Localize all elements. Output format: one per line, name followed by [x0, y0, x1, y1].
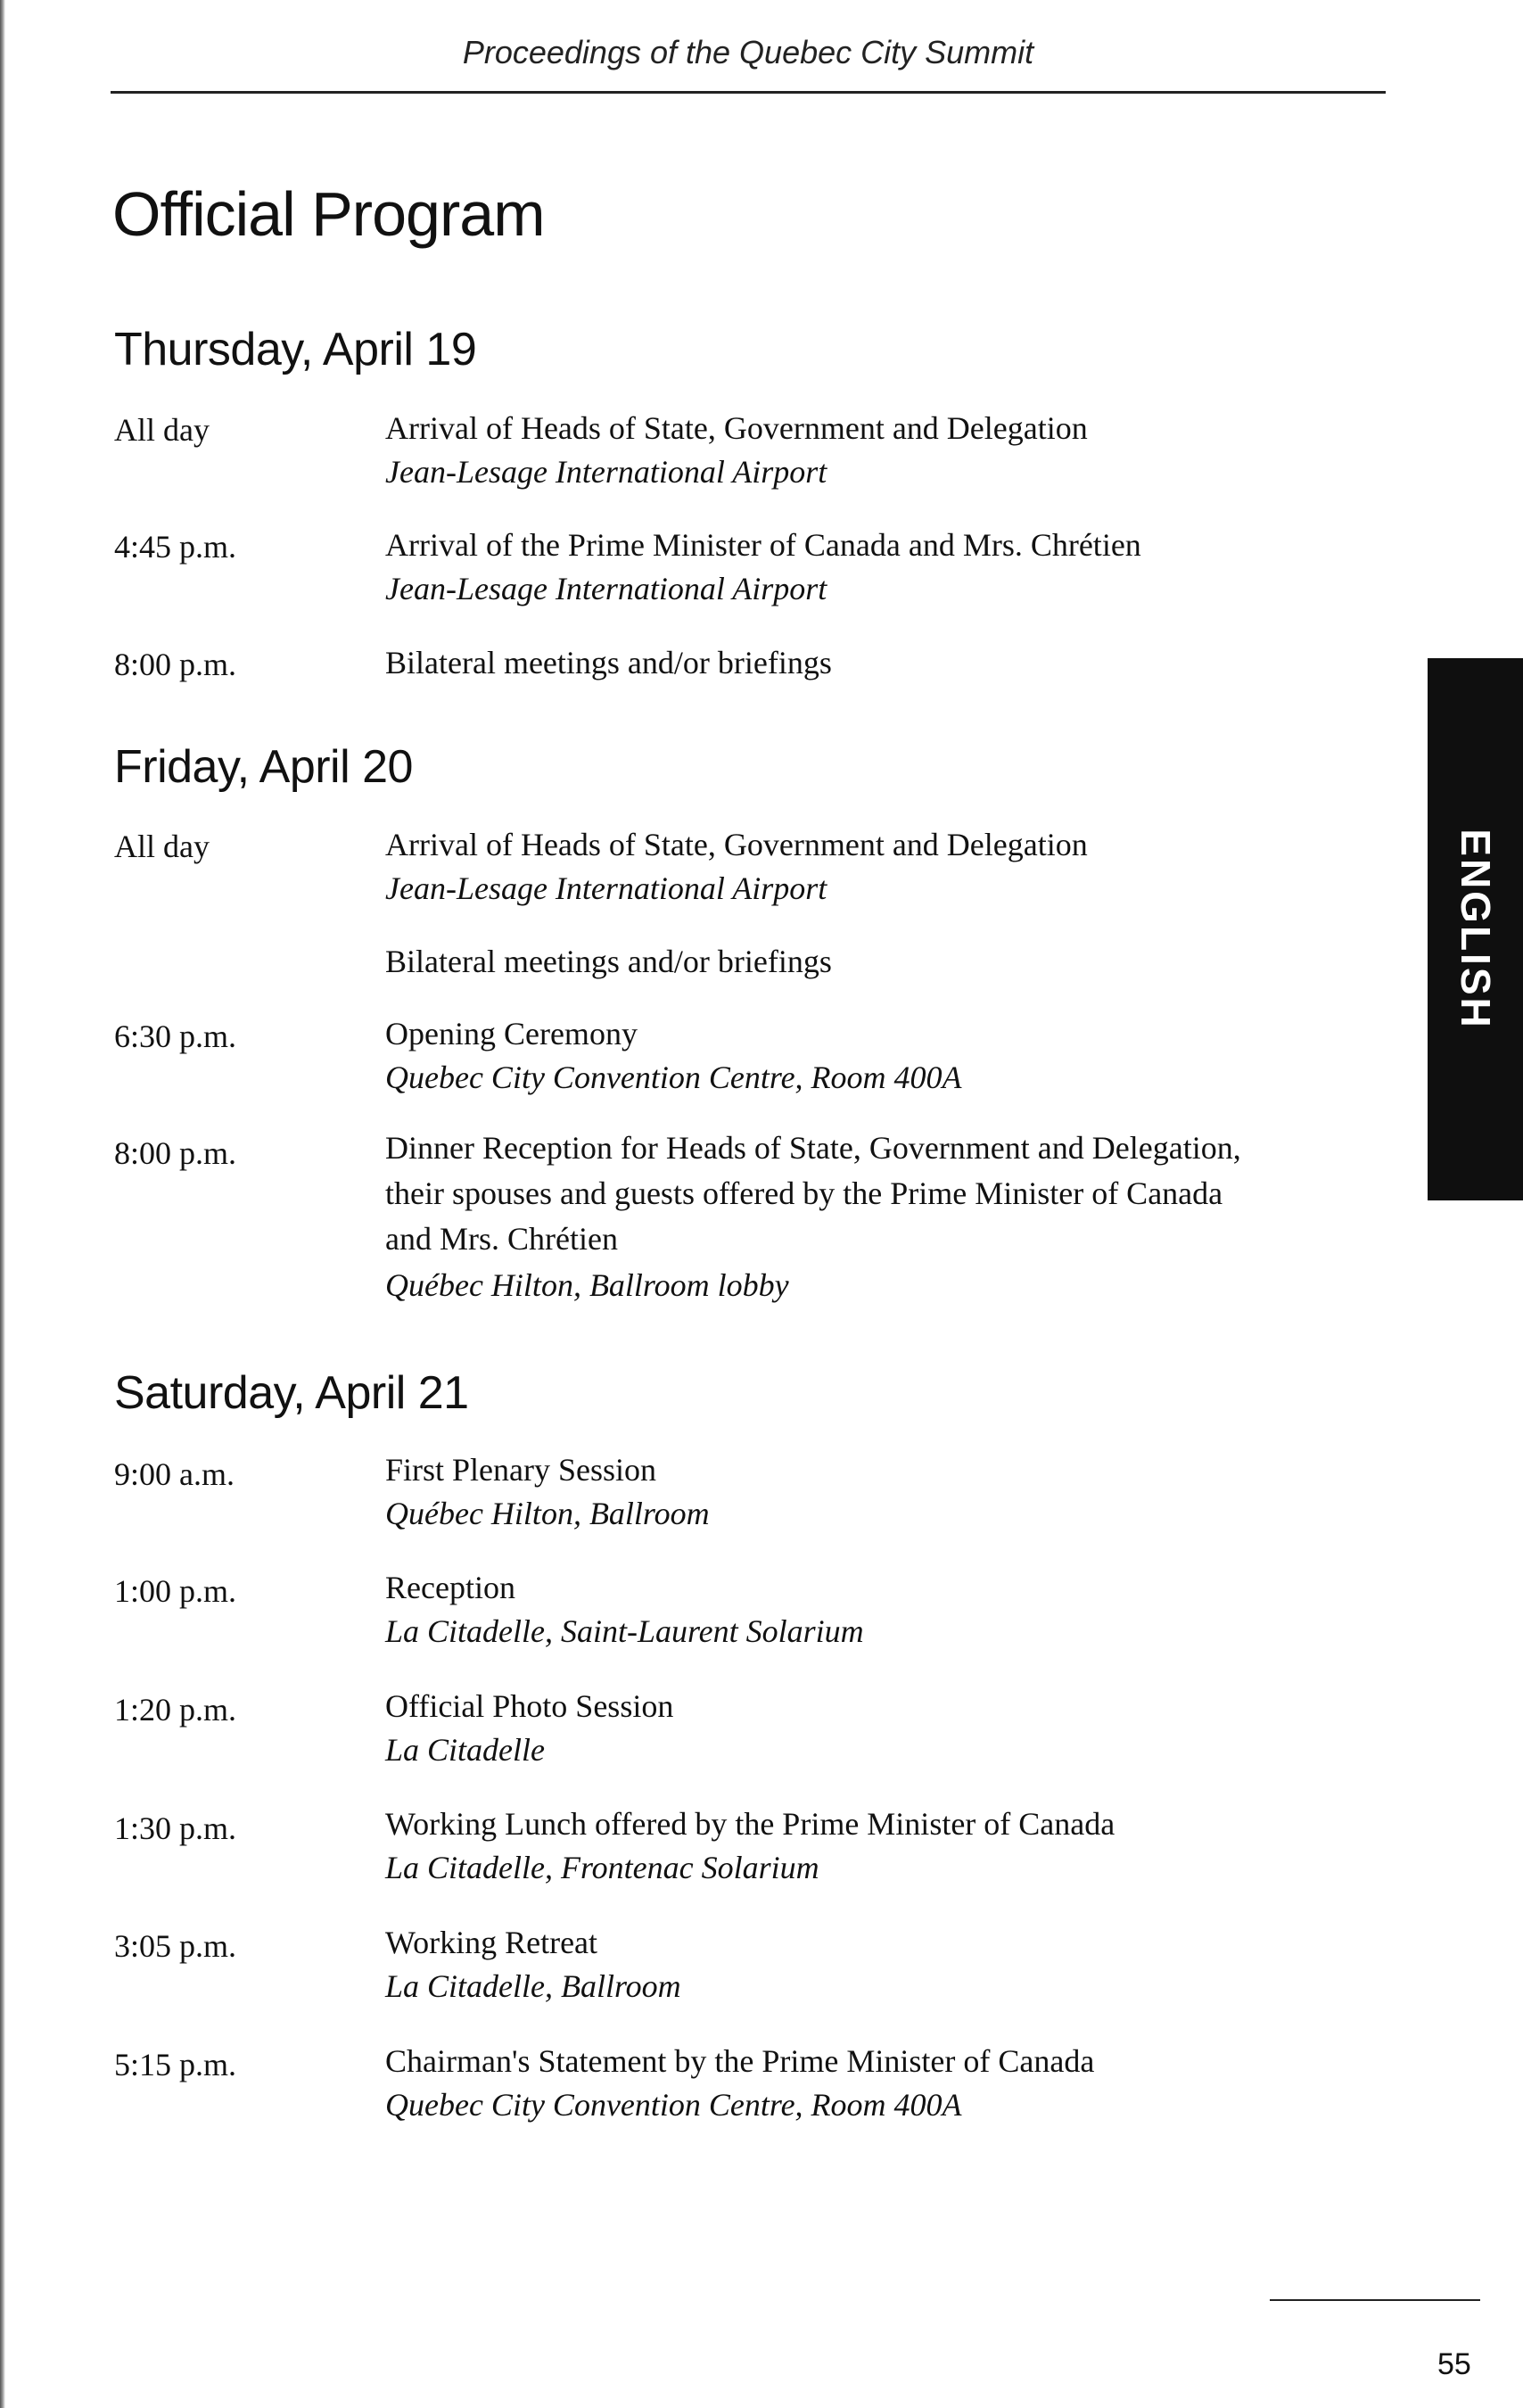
event-location: Québec Hilton, Ballroom lobby — [385, 1267, 789, 1303]
event-location: Jean-Lesage International Airport — [385, 870, 827, 906]
event-title: Bilateral meetings and/or briefings — [385, 645, 832, 680]
event-location: La Citadelle, Saint-Laurent Solarium — [385, 1613, 864, 1649]
event-location: Quebec City Convention Centre, Room 400A — [385, 1060, 962, 1095]
event-location: Jean-Lesage International Airport — [385, 571, 827, 606]
event-time: 3:05 p.m. — [114, 1928, 237, 1964]
header-rule — [111, 91, 1386, 94]
event-title: Reception — [385, 1570, 515, 1605]
event-time: 1:30 p.m. — [114, 1810, 237, 1846]
event-time: 5:15 p.m. — [114, 2047, 237, 2082]
language-tab-label: ENGLISH — [1452, 829, 1499, 1030]
event-time: 8:00 p.m. — [114, 647, 237, 682]
event-time: 6:30 p.m. — [114, 1018, 237, 1054]
event-title: Working Retreat — [385, 1925, 598, 1960]
event-title: Arrival of Heads of State, Government and Delegation — [385, 827, 1088, 862]
event-title: First Plenary Session — [385, 1452, 657, 1488]
event-location: La Citadelle — [385, 1732, 545, 1768]
running-header: Proceedings of the Quebec City Summit — [462, 34, 1034, 70]
event-time: 4:45 p.m. — [114, 529, 237, 565]
page-number: 55 — [1437, 2347, 1471, 2381]
event-title: Working Lunch offered by the Prime Minister of Canada — [385, 1806, 1115, 1842]
event-title: Opening Ceremony — [385, 1016, 638, 1051]
event-title: Dinner Reception for Heads of State, Government and Delegation, their spouses and guests offered by the Prime Minister of Canada and Mrs. Chrétien — [385, 1130, 1241, 1257]
day-heading-friday: Friday, April 20 — [114, 741, 413, 793]
event-time: All day — [114, 412, 210, 448]
day-heading-thursday: Thursday, April 19 — [114, 324, 477, 375]
event-time: 1:00 p.m. — [114, 1573, 237, 1609]
page-title: Official Program — [112, 179, 545, 249]
event-time: 8:00 p.m. — [114, 1135, 237, 1171]
event-location: La Citadelle, Frontenac Solarium — [385, 1850, 819, 1885]
event-time: 1:20 p.m. — [114, 1692, 237, 1728]
page-binding-edge — [0, 0, 5, 2408]
event-location: Quebec City Convention Centre, Room 400A — [385, 2087, 962, 2123]
language-tab — [1428, 658, 1523, 1200]
event-title: Bilateral meetings and/or briefings — [385, 944, 832, 979]
event-title: Arrival of the Prime Minister of Canada and Mrs. Chrétien — [385, 527, 1141, 563]
event-location: Jean-Lesage International Airport — [385, 454, 827, 490]
event-title: Arrival of Heads of State, Government and Delegation — [385, 410, 1088, 446]
event-title: Chairman's Statement by the Prime Minister of Canada — [385, 2043, 1095, 2079]
day-heading-saturday: Saturday, April 21 — [114, 1367, 469, 1419]
event-title: Official Photo Session — [385, 1688, 674, 1724]
event-time: 9:00 a.m. — [114, 1456, 235, 1492]
event-time: All day — [114, 829, 210, 864]
event-location: Québec Hilton, Ballroom — [385, 1496, 710, 1531]
footer-rule — [1270, 2299, 1480, 2301]
event-location: La Citadelle, Ballroom — [385, 1968, 681, 2004]
